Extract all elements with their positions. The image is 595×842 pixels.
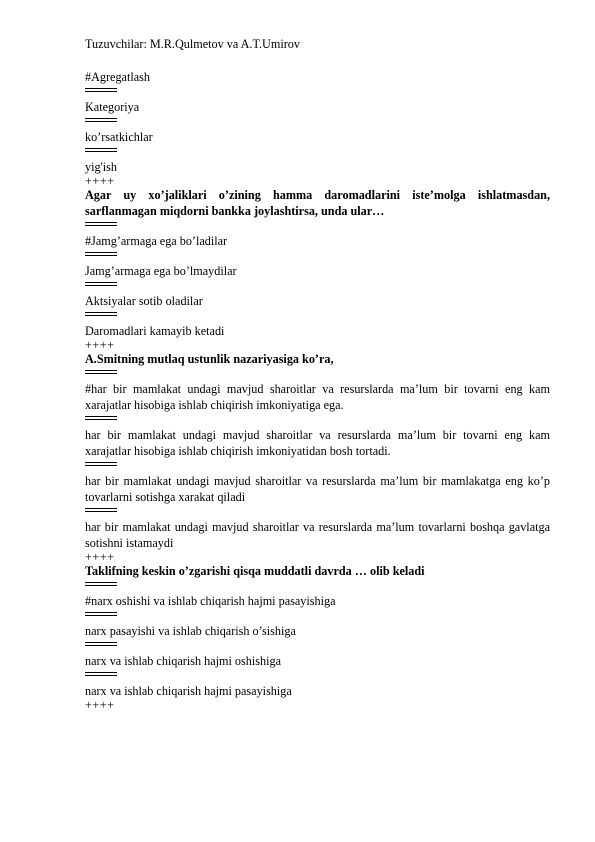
separator bbox=[85, 670, 117, 678]
question-marker: ++++ bbox=[85, 338, 115, 352]
separator bbox=[85, 506, 117, 514]
answer-option: Daromadlari kamayib ketadi bbox=[85, 324, 225, 338]
separator bbox=[85, 460, 117, 468]
question-marker: ++++ bbox=[85, 698, 115, 712]
answer-option: narx va ishlab chiqarish hajmi pasayishiga bbox=[85, 684, 292, 698]
answer-option: Aktsiyalar sotib oladilar bbox=[85, 294, 203, 308]
separator bbox=[85, 250, 117, 258]
answer-option: har bir mamlakat undagi mavjud sharoitlar va resurslarda ma’lum bir mamlakatga eng ko’p tovarlarni sotishga xarakat qiladi bbox=[85, 474, 550, 504]
answer-option: narx va ishlab chiqarish hajmi oshishiga bbox=[85, 654, 281, 668]
separator bbox=[85, 116, 117, 124]
intro-item: yig'ish bbox=[85, 160, 117, 174]
question-block bbox=[85, 563, 550, 711]
answer-option: #har bir mamlakat undagi mavjud sharoitlar va resurslarda ma’lum bir tovarni eng kam xarajatlar hisobiga ishlab chiqirish imkoniyatiga ega. bbox=[85, 382, 550, 412]
intro-item: #Agregatlash bbox=[85, 70, 150, 84]
intro-item: Kategoriya bbox=[85, 100, 140, 114]
separator bbox=[85, 310, 117, 318]
question-block bbox=[85, 187, 550, 351]
answer-option: narx pasayishi va ishlab chiqarish o’sishiga bbox=[85, 624, 296, 638]
question-text: A.Smitning mutlaq ustunlik nazariyasiga ko’ra, bbox=[85, 352, 334, 366]
question-marker: ++++ bbox=[85, 550, 115, 564]
separator bbox=[85, 280, 117, 288]
question-marker: ++++ bbox=[85, 174, 115, 188]
separator bbox=[85, 414, 117, 422]
separator bbox=[85, 368, 117, 376]
separator bbox=[85, 86, 117, 94]
answer-option: #Jamg’armaga ega bo’ladilar bbox=[85, 234, 228, 248]
document-header: Tuzuvchilar: M.R.Qulmetov va A.T.Umirov bbox=[85, 37, 300, 51]
document-page bbox=[85, 36, 550, 711]
question-text: Taklifning keskin o’zgarishi qisqa muddatli davrda … olib keladi bbox=[85, 564, 425, 578]
question-text: Agar uy xo’jaliklari o’zining hamma daromadlarini iste’molga ishlatmasdan, sarflanmagan miqdorni bankka joylashtirsa, unda ular… bbox=[85, 188, 550, 218]
answer-option: har bir mamlakat undagi mavjud sharoitlar va resurslarda ma’lum bir tovarni eng kam xarajatlar hisobiga ishlab chiqirish imkoniyatidan bosh tortadi. bbox=[85, 428, 550, 458]
answer-option: har bir mamlakat undagi mavjud sharoitlar va resurslarda ma’lum tovarlarni boshqa gavlatga sotishni istamaydi bbox=[85, 520, 550, 550]
separator bbox=[85, 640, 117, 648]
question-block bbox=[85, 351, 550, 563]
separator bbox=[85, 580, 117, 588]
answer-option: Jamg’armaga ega bo’lmaydilar bbox=[85, 264, 237, 278]
intro-item: ko’rsatkichlar bbox=[85, 130, 153, 144]
answer-option: #narx oshishi va ishlab chiqarish hajmi pasayishiga bbox=[85, 594, 336, 608]
separator bbox=[85, 220, 117, 228]
separator bbox=[85, 610, 117, 618]
intro-block bbox=[85, 69, 550, 187]
separator bbox=[85, 146, 117, 154]
